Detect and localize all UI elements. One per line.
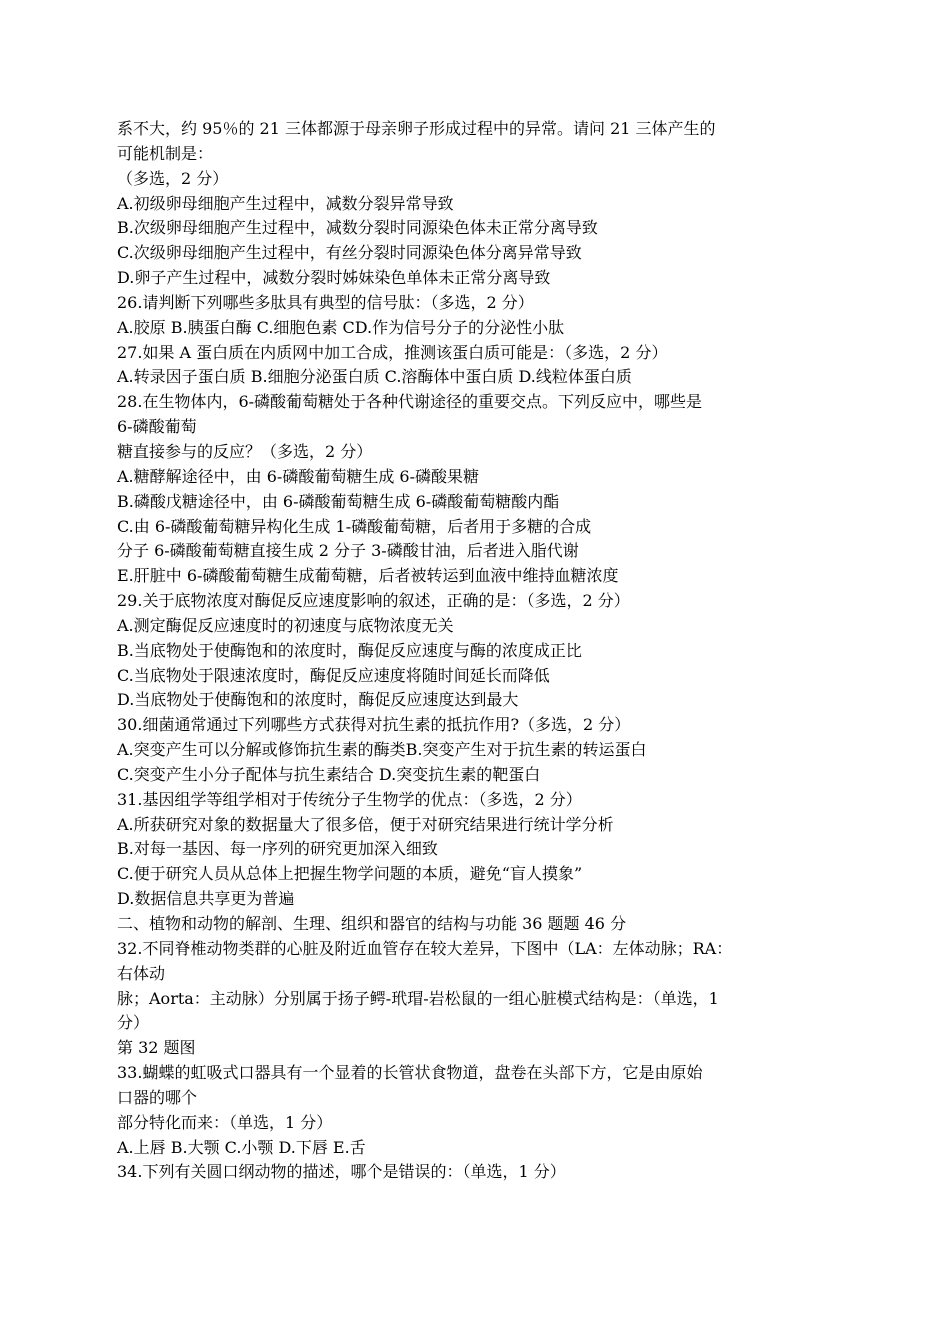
text-line: 33.蝴蝶的虹吸式口器具有一个显着的长管状食物道，盘卷在头部下方，它是由原始 <box>117 1063 703 1083</box>
text-line: C.便于研究人员从总体上把握生物学问题的本质，避免“盲人摸象” <box>117 864 583 884</box>
text-line: 右体动 <box>117 963 166 983</box>
text-line: D.数据信息共享更为普遍 <box>117 889 295 909</box>
text-line: 28.在生物体内，6-磷酸葡萄糖处于各种代谢途径的重要交点。下列反应中，哪些是 <box>117 392 703 412</box>
text-line: A.所获研究对象的数据量大了很多倍，便于对研究结果进行统计学分析 <box>117 814 614 834</box>
text-line: 脉；Aorta：主动脉）分别属于扬子鳄-玳瑁-岩松鼠的一组心脏模式结构是：（单选，1 <box>117 988 719 1008</box>
text-line: （多选，2 分） <box>117 168 229 188</box>
text-line: 30.细菌通常通过下列哪些方式获得对抗生素的抵抗作用?（多选，2 分） <box>117 715 631 735</box>
text-line: A.糖酵解途径中，由 6-磷酸葡萄糖生成 6-磷酸果糖 <box>117 466 479 486</box>
text-line: C.突变产生小分子配体与抗生素结合 D.突变抗生素的靶蛋白 <box>117 764 541 784</box>
text-line: 34.下列有关圆口纲动物的描述，哪个是错误的：（单选，1 分） <box>117 1162 566 1182</box>
text-line: 糖直接参与的反应？（多选，2 分） <box>117 441 373 461</box>
text-line: B.当底物处于使酶饱和的浓度时，酶促反应速度与酶的浓度成正比 <box>117 640 582 660</box>
text-line: A.初级卵母细胞产生过程中，减数分裂异常导致 <box>117 193 454 213</box>
text-line: A.转录因子蛋白质 B.细胞分泌蛋白质 C.溶酶体中蛋白质 D.线粒体蛋白质 <box>117 367 632 387</box>
text-line: A.上唇 B.大颚 C.小颚 D.下唇 E.舌 <box>117 1137 366 1157</box>
text-line: A.突变产生可以分解或修饰抗生素的酶类B.突变产生对于抗生素的转运蛋白 <box>117 740 647 760</box>
text-line: 第 32 题图 <box>117 1038 196 1058</box>
text-line: 分子 6-磷酸葡萄糖直接生成 2 分子 3-磷酸甘油，后者进入脂代谢 <box>117 541 579 561</box>
text-line: 口器的哪个 <box>117 1087 198 1107</box>
text-line: A.胶原 B.胰蛋白酶 C.细胞色素 CD.作为信号分子的分泌性小肽 <box>117 317 565 337</box>
text-line: C.次级卵母细胞产生过程中，有丝分裂时同源染色体分离异常导致 <box>117 243 582 263</box>
text-line: 二、植物和动物的解剖、生理、组织和器官的结构与功能 36 题题 46 分 <box>117 914 627 933</box>
text-line: E.肝脏中 6-磷酸葡萄糖生成葡萄糖，后者被转运到血液中维持血糖浓度 <box>117 566 619 586</box>
text-line: 26.请判断下列哪些多肽具有典型的信号肽：（多选，2 分） <box>117 292 534 312</box>
text-line: 可能机制是： <box>117 143 214 163</box>
text-line: B.磷酸戊糖途径中，由 6-磷酸葡萄糖生成 6-磷酸葡萄糖酸内酯 <box>117 491 560 511</box>
text-line: B.对每一基因、每一序列的研究更加深入细致 <box>117 839 438 859</box>
text-line: 29.关于底物浓度对酶促反应速度影响的叙述，正确的是：（多选，2 分） <box>117 591 630 611</box>
text-line: A.测定酶促反应速度时的初速度与底物浓度无关 <box>117 615 454 635</box>
text-line: B.次级卵母细胞产生过程中，减数分裂时同源染色体未正常分离导致 <box>117 218 598 238</box>
text-line: 27.如果 A 蛋白质在内质网中加工合成，推测该蛋白质可能是：（多选，2 分） <box>117 342 668 362</box>
text-line: 31.基因组学等组学相对于传统分子生物学的优点：（多选，2 分） <box>117 789 582 809</box>
text-line: 分） <box>117 1013 150 1033</box>
text-line: C.当底物处于限速浓度时，酶促反应速度将随时间延长而降低 <box>117 665 550 685</box>
text-line: 系不大，约 95％的 21 三体都源于母亲卵子形成过程中的异常。请问 21 三体产生的 <box>117 119 716 138</box>
text-line: D.当底物处于使酶饱和的浓度时，酶促反应速度达到最大 <box>117 690 519 710</box>
text-line: 部分特化而来：（单选，1 分） <box>117 1112 333 1132</box>
document-page <box>117 117 833 1185</box>
text-line: C.由 6-磷酸葡萄糖异构化生成 1-磷酸葡萄糖，后者用于多糖的合成 <box>117 516 592 536</box>
text-line: 32.不同脊椎动物类群的心脏及附近血管存在较大差异，下图中（LA：左体动脉；RA： <box>117 938 733 958</box>
text-line: 6-磷酸葡萄 <box>117 417 197 437</box>
text-line: D.卵子产生过程中，减数分裂时姊妹染色单体未正常分离导致 <box>117 268 551 288</box>
